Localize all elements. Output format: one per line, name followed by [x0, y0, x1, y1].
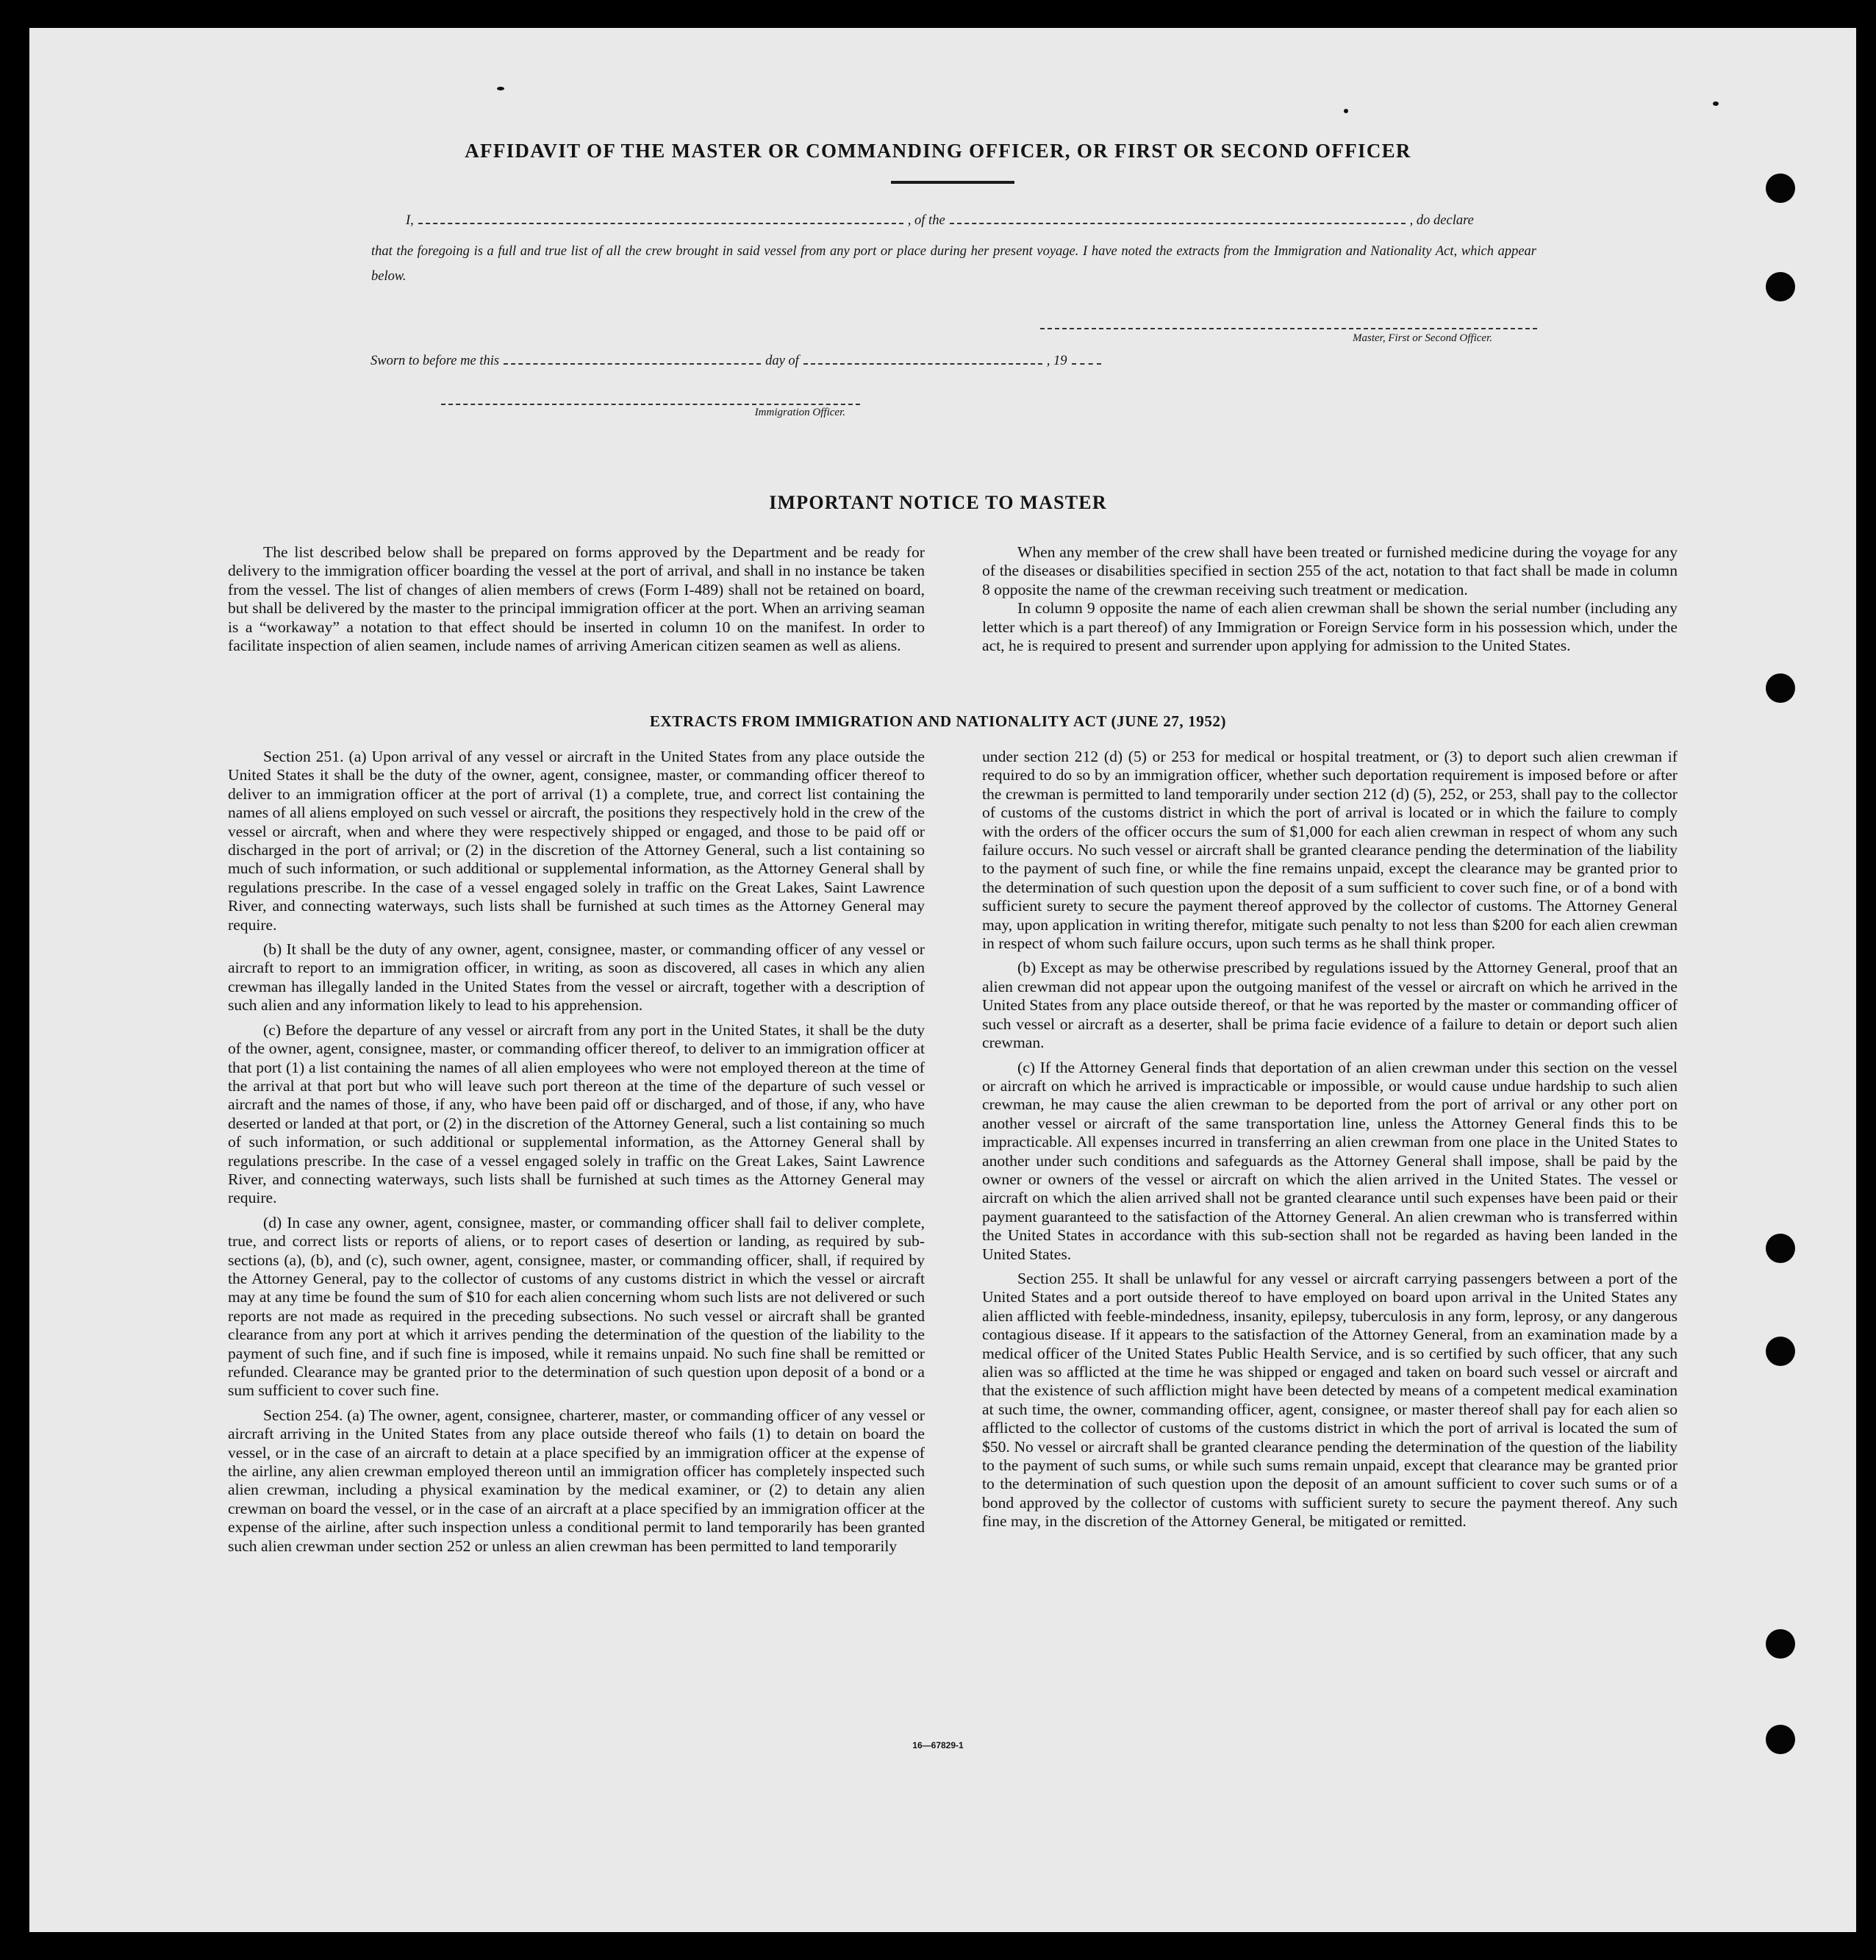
punch-hole	[1766, 1234, 1795, 1263]
year-field[interactable]	[1072, 363, 1101, 365]
punch-hole	[1766, 174, 1795, 203]
notice-paragraph: In column 9 opposite the name of each alien crewman shall be shown the serial number (including any letter which is a part thereof) of any Immigration or Foreign Service form in his possession which, under the act, he is required to present and surrender upon applying for admission to the United States.	[982, 599, 1678, 655]
day-of-label: day of	[765, 354, 799, 368]
act-paragraph: (b) Except as may be otherwise prescribed by regulations issued by the Attorney General, proof that an alien crewman did not appear upon the outgoing manifest of the vessel or aircraft on which he arrived in the United States from any place outside thereof, or that he was reported by the master or commanding officer of such vessel or aircraft as a deserter, shall be prima facie evidence of a failure to detain or deport such alien crewman.	[982, 959, 1678, 1052]
act-paragraph: (d) In case any owner, agent, consignee, master, or commanding officer shall fail to deliver complete, true, and correct lists or reports of aliens, or to report cases of desertion or landing, as required by sub-sections (a), (b), and (c), such owner, agent, consignee, master, or commanding officer, shall, if required by the Attorney General, pay to the collector of customs of any customs district in which the vessel or aircraft may at any time be found the sum of $10 for each alien concerning whom such lists are not delivered or such reports are not made as required in the preceding subsections. No such vessel or aircraft shall be granted clearance from any port at which it arrives pending the determination of the question of the liability to the payment of such fine, and if such fine is imposed, while it remains unpaid. No such fine shall be remitted or refunded. Clearance may be granted prior to the determination of such question upon deposit of a bond or a sum sufficient to cover such fine.	[228, 1213, 925, 1400]
act-paragraph: under section 212 (d) (5) or 253 for medical or hospital treatment, or (3) to deport such alien crewman if required to do so by an immigration officer, whether such deportation requirement is imposed before or after the crewman is permitted to land temporarily under section 212 (d) (5), 252, or 253, shall pay to the collector of customs of the customs district in which the port of arrival is located or in which the failure to comply with the orders of the officer occurs the sum of $1,000 for each alien crewman in respect of whom any such failure occurs. No such vessel or aircraft shall be granted clearance pending the determination of the liability to the payment of such fine, or while the fine remains unpaid, except the clearance may be granted prior to the determination of such question upon the deposit of a sum sufficient to cover such fine, or of a bond with sufficient surety to secure the payment thereof approved by the collector of customs. The Attorney General may, upon application in writing therefor, mitigate such penalty to not less than $200 for each alien crewman in respect of whom such failure occurs, upon such terms as he shall think proper.	[982, 748, 1678, 953]
form-number: 16—67829-1	[912, 1740, 964, 1750]
vessel-field[interactable]	[950, 223, 1406, 224]
speck	[1713, 101, 1719, 106]
year-label: , 19	[1046, 354, 1067, 368]
punch-hole	[1766, 673, 1795, 703]
speck	[1344, 109, 1348, 113]
master-signature-line[interactable]	[1040, 328, 1537, 329]
act-paragraph: (c) Before the departure of any vessel or aircraft from any port in the United States, it shall be the duty of the owner, agent, consignee, master, or commanding officer thereof, to deliver to an immigration officer at that port (1) a list containing the names of all alien employees who were not employed thereon at the time of the arrival at that port but who will leave such port thereon at the time of the departure of such vessel or aircraft and the names of those, if any, who have been paid off or discharged, and of those, if any, who have deserted or landed at that port, or (2) in the discretion of the Attorney General, such a list containing so much of such information, or such additional or supplemental information, as the Attorney General shall by regulations prescribe. In the case of a vessel engaged solely in traffic on the Great Lakes, Saint Lawrence River, and connecting waterways, such lists shall be furnished at such times as the Attorney General may require.	[228, 1020, 925, 1207]
act-paragraph: (b) It shall be the duty of any owner, agent, consignee, master, or commanding officer of any vessel or aircraft to report to an immigration officer, in writing, as soon as discovered, all cases in which any alien crewman has illegally landed in the United States from the vessel or aircraft, together with a description of such alien and any information likely to lead to his apprehension.	[228, 940, 925, 1015]
act-paragraph: Section 254. (a) The owner, agent, consignee, charterer, master, or commanding officer of any vessel or aircraft arriving in the United States from any place outside thereof who fails (1) to detain on board the vessel, or in the case of an aircraft to detain at a place specified by an immigration officer at the expense of the airline, any alien crewman employed thereon until an immigration officer has completely inspected such alien crewman, including a physical examination by the medical examiner, or (2) to detain any alien crewman on board the vessel, or in the case of an aircraft at a place specified by an immigration officer at the expense of the airline, after such inspection unless a conditional permit to land temporarily has been granted such alien crewman under section 252 or unless an alien crewman has been permitted to land temporarily	[228, 1406, 925, 1555]
name-field[interactable]	[418, 223, 903, 224]
notice-title: IMPORTANT NOTICE TO MASTER	[769, 492, 1107, 513]
notice-paragraph: The list described below shall be prepared on forms approved by the Department and be ready for delivery to the immigration officer boarding the vessel at the port of arrival, and shall in no instance be taken from the vessel. The list of changes of alien members of crews (Form I-489) shall not be retained on board, but shall be delivered by the master to the principal immigration officer at the port. When an arriving seaman is a “workaway” a notation to that effect should be inserted in column 10 on the manifest. In order to facilitate inspection of alien seamen, include names of arriving American citizen seamen as well as aliens.	[228, 543, 925, 655]
punch-hole	[1766, 1337, 1795, 1366]
act-paragraph: Section 255. It shall be unlawful for any vessel or aircraft carrying passengers between a port of the United States and a port outside thereof to have employed on board upon arrival in the United States any alien afflicted with feeble-mindedness, insanity, epilepsy, tuberculosis in any form, leprosy, or any dangerous contagious disease. If it appears to the satisfaction of the Attorney General, from an examination made by a medical officer of the United States Public Health Service, and is so certified by such officer, that any such alien was so afflicted at the time he was shipped or engaged and taken on board such vessel or aircraft and that the existence of such affliction might have been detected by means of a competent medical examination at such time, the owner, commanding officer, agent, consignee, or master thereof shall pay for each alien so afflicted to the collector of customs of the customs district in which the port of arrival is located the sum of $50. No vessel or aircraft shall be granted clearance pending the determination of the question of the liability to the payment of such sums, or while such sums remain unpaid, except that clearance may be granted prior to the determination of such question upon the deposit of an amount sufficient to cover such sums or of a bond approved by the collector of customs with sufficient surety to secure the payment thereof. Any such fine may, in the discretion of the Attorney General, be mitigated or remitted.	[982, 1269, 1678, 1531]
declaration-text: that the foregoing is a full and true list of all the crew brought in said vessel from any port or place during her present voyage. I have noted the extracts from the Immigration and Nationality Act, which appear below.	[371, 244, 1536, 284]
extracts-title: EXTRACTS FROM IMMIGRATION AND NATIONALITY ACT (JUNE 27, 1952)	[649, 712, 1227, 730]
act-paragraph: Section 251. (a) Upon arrival of any vessel or aircraft in the United States from any place outside the United States it shall be the duty of the owner, agent, consignee, master, or commanding officer thereof to deliver to an immigration officer at the port of arrival (1) a complete, true, and correct list containing the names of all aliens employed on such vessel or aircraft, the positions they respectively hold in the crew of the vessel or aircraft, when and where they were respectively shipped or engaged, and those to be paid off or discharged in the port of arrival; or (2) in the discretion of the Attorney General, such a list containing so much of such information, or such additional or supplemental information, as the Attorney General shall by regulations prescribe. In the case of a vessel engaged solely in traffic on the Great Lakes, Saint Lawrence River, and connecting waterways, such lists shall be furnished at such times as the Attorney General may require.	[228, 748, 925, 934]
extracts-right-column	[982, 748, 1678, 1537]
master-signature-label: Master, First or Second Officer.	[1353, 332, 1492, 344]
declaration-line-1	[406, 213, 1538, 229]
extracts-left-column	[228, 748, 925, 1562]
title-rule	[891, 181, 1014, 184]
sworn-line	[370, 354, 1253, 369]
speck	[497, 87, 504, 90]
affidavit-title: AFFIDAVIT OF THE MASTER OR COMMANDING OFFICER, OR FIRST OR SECOND OFFICER	[465, 140, 1411, 162]
notice-left-column	[228, 543, 925, 655]
sworn-date-field[interactable]	[504, 363, 761, 365]
act-paragraph: (c) If the Attorney General finds that deportation of an alien crewman under this section on the vessel or aircraft on which he arrived is impracticable or impossible, or would cause undue hardship to such alien crewman, he may cause the alien crewman to be deported from the port of arrival or any other port on another vessel or aircraft of the same transportation line, unless the Attorney General finds this to be impracticable. All expenses incurred in transferring an alien crewman from one place in the United States to another under such conditions and safeguards as the Attorney General shall impose, shall be paid by the owner or owners of the vessel or aircraft on which the alien arrived in the United States. The vessel or aircraft on which the alien arrived shall not be granted clearance until such expenses have been paid or their payment guaranteed to the satisfaction of the Attorney General. An alien crewman who is transferred within the United States in accordance with this sub-section shall not be regarded as having been landed in the United States.	[982, 1058, 1678, 1263]
notice-paragraph: When any member of the crew shall have been treated or furnished medicine during the voyage for any of the diseases or disabilities specified in section 255 of the act, notation to that fact shall be made in column 8 opposite the name of the crewman receiving such treatment or medication.	[982, 543, 1678, 598]
officer-signature-line[interactable]	[441, 404, 860, 405]
notice-right-column	[982, 543, 1678, 655]
do-declare-label: , do declare	[1409, 213, 1474, 228]
punch-hole	[1766, 272, 1795, 301]
sworn-label: Sworn to before me this	[370, 354, 500, 368]
of-the-label: , of the	[907, 213, 945, 228]
month-field[interactable]	[803, 363, 1042, 365]
punch-hole	[1766, 1629, 1795, 1659]
i-label: I,	[406, 213, 414, 228]
officer-signature-label: Immigration Officer.	[754, 407, 845, 418]
